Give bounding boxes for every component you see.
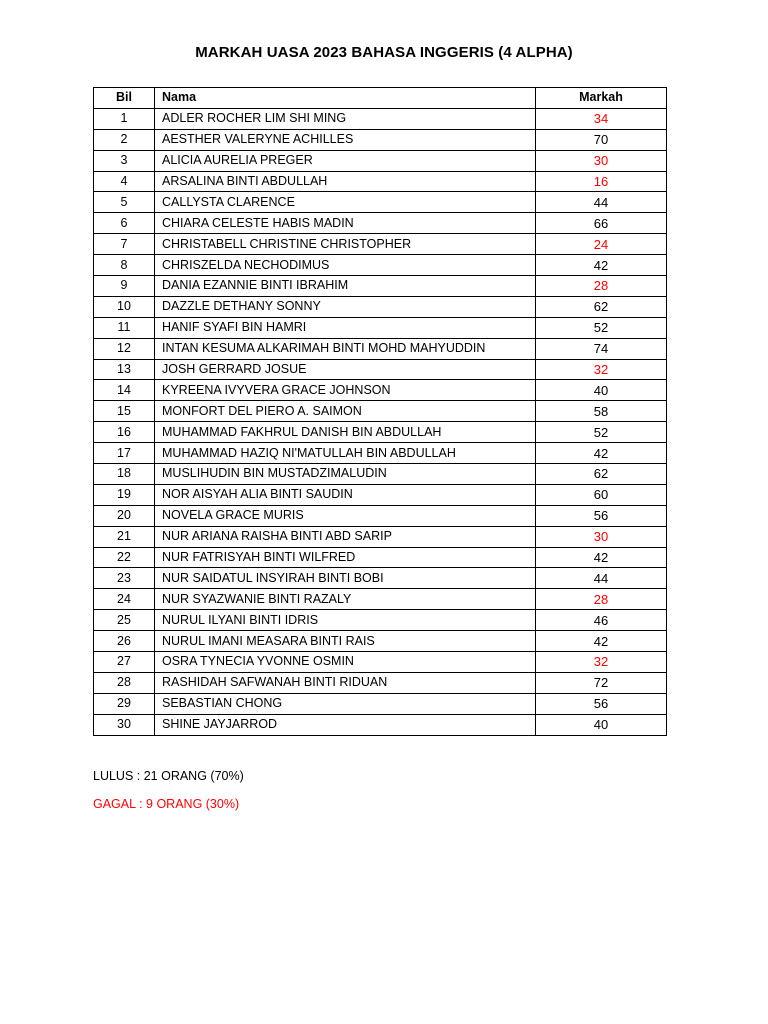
row-markah: 44	[536, 568, 667, 589]
table-row	[94, 380, 667, 401]
row-bil: 7	[94, 234, 155, 255]
row-nama: DANIA EZANNIE BINTI IBRAHIM	[155, 276, 536, 297]
row-bil: 2	[94, 129, 155, 150]
row-nama: OSRA TYNECIA YVONNE OSMIN	[155, 652, 536, 673]
row-markah: 70	[536, 129, 667, 150]
row-markah: 42	[536, 443, 667, 464]
table-row	[94, 213, 667, 234]
row-markah: 72	[536, 672, 667, 693]
row-nama: ARSALINA BINTI ABDULLAH	[155, 171, 536, 192]
row-bil: 21	[94, 526, 155, 547]
row-markah: 52	[536, 422, 667, 443]
table-row	[94, 443, 667, 464]
row-markah: 40	[536, 714, 667, 735]
table-row	[94, 568, 667, 589]
row-nama: RASHIDAH SAFWANAH BINTI RIDUAN	[155, 672, 536, 693]
row-markah: 42	[536, 631, 667, 652]
row-markah: 24	[536, 234, 667, 255]
row-markah: 74	[536, 338, 667, 359]
row-markah: 46	[536, 610, 667, 631]
table-row	[94, 338, 667, 359]
table-row	[94, 150, 667, 171]
row-bil: 23	[94, 568, 155, 589]
row-nama: ALICIA AURELIA PREGER	[155, 150, 536, 171]
table-row	[94, 464, 667, 485]
row-markah: 28	[536, 589, 667, 610]
row-nama: NUR FATRISYAH BINTI WILFRED	[155, 547, 536, 568]
table-row	[94, 276, 667, 297]
row-markah: 34	[536, 108, 667, 129]
table-row	[94, 714, 667, 735]
row-nama: AESTHER VALERYNE ACHILLES	[155, 129, 536, 150]
row-markah: 58	[536, 401, 667, 422]
table-row	[94, 672, 667, 693]
row-bil: 14	[94, 380, 155, 401]
row-nama: SEBASTIAN CHONG	[155, 693, 536, 714]
table-row	[94, 129, 667, 150]
row-nama: CHRISTABELL CHRISTINE CHRISTOPHER	[155, 234, 536, 255]
table-row	[94, 108, 667, 129]
row-markah: 56	[536, 693, 667, 714]
table-row	[94, 317, 667, 338]
row-markah: 52	[536, 317, 667, 338]
row-bil: 20	[94, 505, 155, 526]
row-nama: NOVELA GRACE MURIS	[155, 505, 536, 526]
row-nama: DAZZLE DETHANY SONNY	[155, 296, 536, 317]
row-bil: 6	[94, 213, 155, 234]
row-nama: CHRISZELDA NECHODIMUS	[155, 255, 536, 276]
row-bil: 11	[94, 317, 155, 338]
table-body	[94, 108, 667, 735]
row-bil: 19	[94, 484, 155, 505]
table-row	[94, 171, 667, 192]
table-row	[94, 401, 667, 422]
table-row	[94, 255, 667, 276]
page-title: MARKAH UASA 2023 BAHASA INGGERIS (4 ALPHA)	[195, 44, 573, 61]
row-bil: 12	[94, 338, 155, 359]
table-header-row	[94, 88, 667, 109]
row-bil: 28	[94, 672, 155, 693]
row-bil: 10	[94, 296, 155, 317]
row-markah: 30	[536, 150, 667, 171]
header-bil: Bil	[94, 88, 155, 109]
row-markah: 62	[536, 464, 667, 485]
row-bil: 27	[94, 652, 155, 673]
row-nama: KYREENA IVYVERA GRACE JOHNSON	[155, 380, 536, 401]
header-markah: Markah	[536, 88, 667, 109]
row-nama: NOR AISYAH ALIA BINTI SAUDIN	[155, 484, 536, 505]
table-row	[94, 359, 667, 380]
row-nama: INTAN KESUMA ALKARIMAH BINTI MOHD MAHYUDDIN	[155, 338, 536, 359]
row-nama: NUR SAIDATUL INSYIRAH BINTI BOBI	[155, 568, 536, 589]
summary-pass: LULUS : 21 ORANG (70%)	[93, 769, 244, 783]
row-bil: 22	[94, 547, 155, 568]
table-row	[94, 296, 667, 317]
table-row	[94, 589, 667, 610]
row-nama: NURUL IMANI MEASARA BINTI RAIS	[155, 631, 536, 652]
table-row	[94, 610, 667, 631]
row-bil: 17	[94, 443, 155, 464]
row-bil: 30	[94, 714, 155, 735]
row-nama: ADLER ROCHER LIM SHI MING	[155, 108, 536, 129]
row-markah: 42	[536, 255, 667, 276]
row-bil: 5	[94, 192, 155, 213]
row-markah: 16	[536, 171, 667, 192]
row-nama: HANIF SYAFI BIN HAMRI	[155, 317, 536, 338]
row-nama: MUHAMMAD FAKHRUL DANISH BIN ABDULLAH	[155, 422, 536, 443]
row-bil: 8	[94, 255, 155, 276]
row-markah: 62	[536, 296, 667, 317]
row-bil: 29	[94, 693, 155, 714]
marks-table	[93, 87, 667, 736]
row-markah: 28	[536, 276, 667, 297]
row-bil: 15	[94, 401, 155, 422]
row-nama: MUHAMMAD HAZIQ NI'MATULLAH BIN ABDULLAH	[155, 443, 536, 464]
row-bil: 24	[94, 589, 155, 610]
row-markah: 56	[536, 505, 667, 526]
table-row	[94, 652, 667, 673]
row-nama: SHINE JAYJARROD	[155, 714, 536, 735]
table-row	[94, 234, 667, 255]
row-markah: 32	[536, 652, 667, 673]
row-nama: NUR ARIANA RAISHA BINTI ABD SARIP	[155, 526, 536, 547]
row-markah: 44	[536, 192, 667, 213]
row-markah: 32	[536, 359, 667, 380]
table-row	[94, 484, 667, 505]
table-row	[94, 505, 667, 526]
row-bil: 16	[94, 422, 155, 443]
table-row	[94, 631, 667, 652]
row-bil: 25	[94, 610, 155, 631]
row-nama: MUSLIHUDIN BIN MUSTADZIMALUDIN	[155, 464, 536, 485]
summary-fail: GAGAL : 9 ORANG (30%)	[93, 797, 240, 811]
row-markah: 30	[536, 526, 667, 547]
row-nama: CHIARA CELESTE HABIS MADIN	[155, 213, 536, 234]
row-markah: 60	[536, 484, 667, 505]
table-row	[94, 192, 667, 213]
table-row	[94, 422, 667, 443]
row-bil: 9	[94, 276, 155, 297]
row-bil: 13	[94, 359, 155, 380]
table-row	[94, 547, 667, 568]
row-nama: CALLYSTA CLARENCE	[155, 192, 536, 213]
row-bil: 26	[94, 631, 155, 652]
table-row	[94, 526, 667, 547]
row-markah: 40	[536, 380, 667, 401]
row-nama: MONFORT DEL PIERO A. SAIMON	[155, 401, 536, 422]
table-row	[94, 693, 667, 714]
row-bil: 3	[94, 150, 155, 171]
row-bil: 4	[94, 171, 155, 192]
row-markah: 42	[536, 547, 667, 568]
row-bil: 18	[94, 464, 155, 485]
header-nama: Nama	[155, 88, 536, 109]
row-bil: 1	[94, 108, 155, 129]
row-nama: JOSH GERRARD JOSUE	[155, 359, 536, 380]
row-nama: NUR SYAZWANIE BINTI RAZALY	[155, 589, 536, 610]
row-markah: 66	[536, 213, 667, 234]
row-nama: NURUL ILYANI BINTI IDRIS	[155, 610, 536, 631]
